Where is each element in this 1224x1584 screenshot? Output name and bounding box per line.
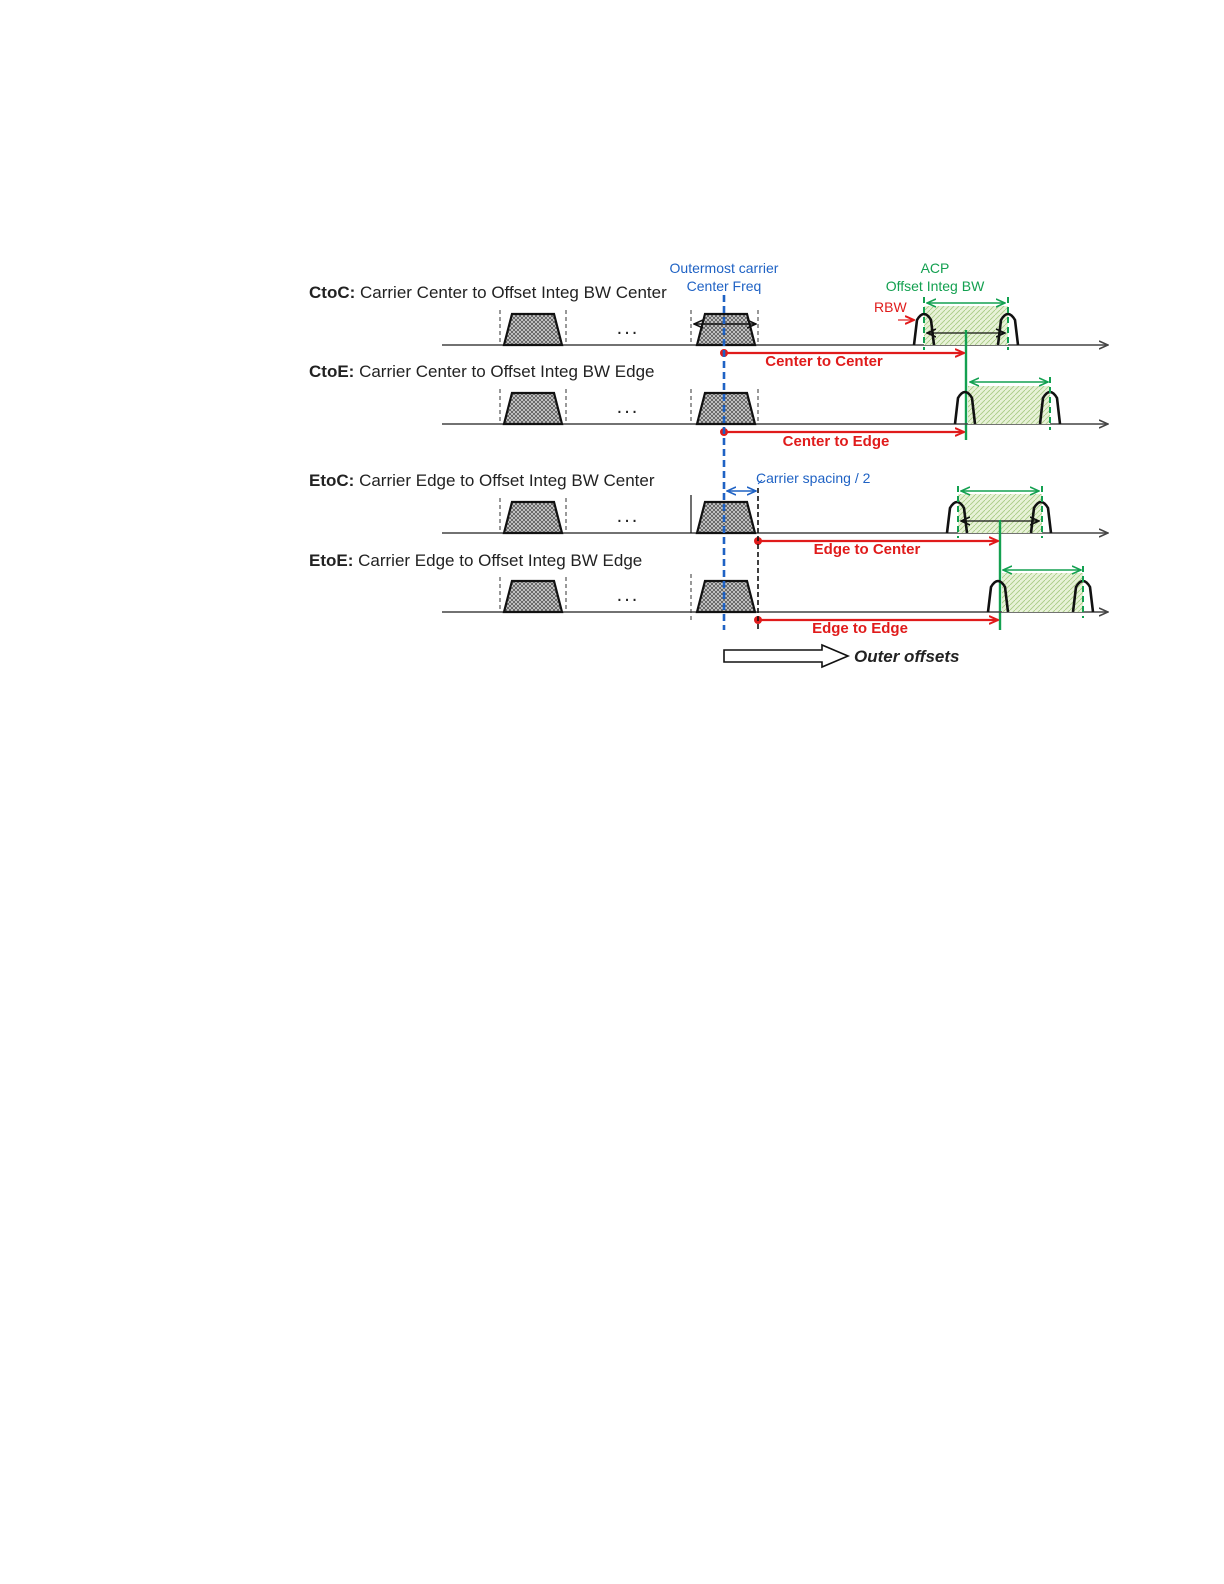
carrier-spectrum — [504, 393, 562, 424]
row-etoe-graphic — [442, 566, 1108, 637]
acp-label: ACP — [920, 260, 950, 276]
center-freq-label: Center Freq — [686, 278, 762, 294]
carrier-spectrum — [504, 502, 562, 533]
outer-offsets-label: Outer offsets — [854, 647, 960, 666]
carrier-spectrum — [504, 581, 562, 612]
center-to-edge-label: Center to Edge — [782, 433, 890, 450]
row-ctoe-label — [309, 362, 655, 381]
row-ctoe-graphic — [442, 377, 1108, 450]
carrier-spacing-label: Carrier spacing / 2 — [756, 470, 871, 486]
rbw-label: RBW — [874, 299, 907, 315]
center-to-center-label: Center to Center — [765, 353, 883, 370]
outermost-carrier-spectrum — [697, 314, 755, 345]
outermost-carrier-label: Outermost carrier — [669, 260, 779, 276]
offset-integ-bw-region — [1002, 573, 1083, 612]
outer-offsets-arrow — [724, 645, 848, 667]
row-etoe-key: EtoE: — [309, 551, 354, 570]
row-ctoc-key: CtoC: — [309, 283, 356, 302]
ellipsis: ... — [616, 317, 640, 339]
outermost-carrier-spectrum — [697, 581, 755, 612]
edge-to-center-label: Edge to Center — [813, 541, 921, 558]
row-etoc-key: EtoC: — [309, 471, 355, 490]
row-ctoe-text: Carrier Center to Offset Integ BW Edge — [359, 362, 655, 381]
row-etoe-label — [309, 551, 642, 570]
row-ctoe-key: CtoE: — [309, 362, 355, 381]
outermost-carrier-spectrum — [697, 502, 755, 533]
row-ctoc-label — [309, 283, 667, 302]
ellipsis: ... — [616, 584, 640, 606]
offset-integ-bw-label: Offset Integ BW — [885, 278, 985, 294]
edge-to-edge-label: Edge to Edge — [812, 620, 908, 637]
row-ctoc-text: Carrier Center to Offset Integ BW Center — [360, 283, 667, 302]
ellipsis: ... — [616, 396, 640, 418]
carrier-spectrum — [504, 314, 562, 345]
row-etoc-text: Carrier Edge to Offset Integ BW Center — [359, 471, 655, 490]
row-etoc-label — [309, 471, 655, 490]
offset-integ-bw-region — [968, 386, 1050, 424]
outermost-carrier-spectrum — [697, 393, 755, 424]
ellipsis: ... — [616, 505, 640, 527]
row-etoe-text: Carrier Edge to Offset Integ BW Edge — [358, 551, 643, 570]
